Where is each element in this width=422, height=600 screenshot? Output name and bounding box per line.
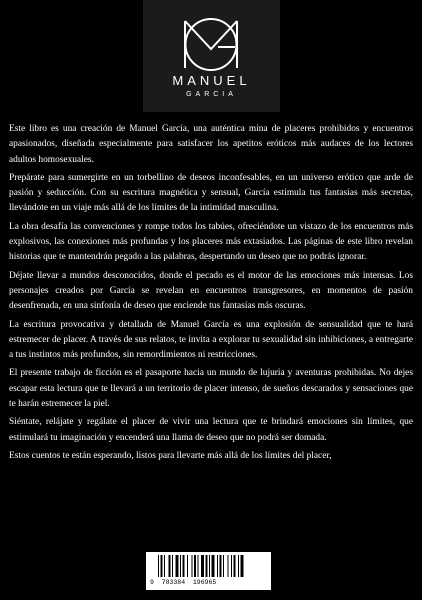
back-cover-description: [9, 122, 413, 467]
paragraph: Este libro es una creación de Manuel García, una auténtica mina de placeres prohibidos y encuentros apasionados, diseñada especialmente para satisfacer los apetitos eróticos más audaces de los lectores adultos homosexuales.: [9, 124, 413, 165]
isbn-barcode: [146, 552, 271, 590]
mg-monogram-icon: [177, 17, 245, 72]
author-logo-block: [143, 0, 280, 112]
paragraph: El presente trabajo de ficción es el pasaporte hacia un mundo de lujuria y aventuras prohibidas. No dejes escapar esta lectura que te llevará a un territorio de placer intenso, de sueños descarados y sensaciones que te harán estremecer la piel.: [9, 368, 413, 410]
paragraph: Estos cuentos te están esperando, listos para llevarte más allá de los límites del placer,: [9, 450, 332, 461]
author-name: MANUEL: [172, 73, 251, 88]
paragraph: Siéntate, relájate y regálate el placer de vivir una lectura que te brindará emociones sin límites, que estimulará tu imaginación y encenderá una llama de deseo que no podrá ser domada.: [9, 417, 413, 443]
paragraph: Déjate llevar a mundos desconocidos, donde el pecado es el motor de las emociones más intensas. Los personajes creados por García se revelan en encuentros transgresores, en momentos de pasión desenfrenada, en una sinfonía de deseo que enciende tus fantasías más oscuras.: [9, 270, 413, 312]
paragraph: La escritura provocativa y detallada de Manuel García es una explosión de sensualidad que te hará estremecer de placer. A través de sus relatos, te invita a explorar tu sexualidad sin inhibiciones, a entregarte a tus instintos más profundos, sin remordimientos ni restricciones.: [9, 319, 413, 361]
barcode-digits: 9 783384 196965: [150, 579, 217, 586]
author-surname: GARCIA: [186, 91, 237, 98]
barcode-bars-icon: [158, 555, 266, 577]
paragraph: Prepárate para sumergirte en un torbellino de deseos inconfesables, en un universo erótico que arde de pasión y seducción. Con su escritura magnética y sensual, García estimula tus fantasías más secretas, llevándote en un viaje más allá de los límites de la intimidad masculina.: [9, 172, 413, 214]
paragraph: La obra desafía las convenciones y rompe todos los tabúes, ofreciéndote un vistazo de los encuentros más explosivos, las conexiones más profundas y los placeres más extasiados. Las páginas de este libro revelan historias que te mantendrán pegado a las palabras, despertando un deseo que no podrás ignorar.: [9, 221, 413, 263]
